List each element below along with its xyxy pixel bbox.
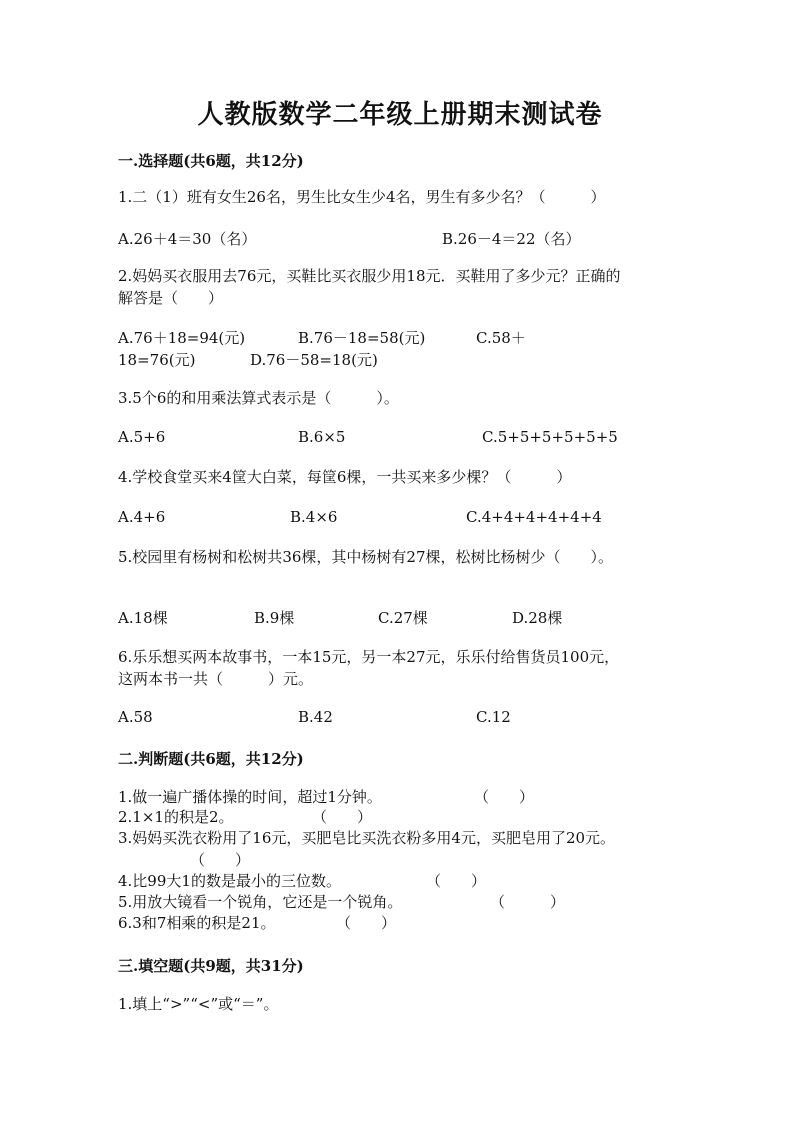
- judge-item: 1.做一遍广播体操的时间，超过1分钟。: [118, 788, 382, 806]
- answer-blank: （ ）: [336, 914, 397, 932]
- option-b: B.9棵: [254, 609, 295, 627]
- question-text: 4.学校食堂买来4筐大白菜，每筐6棵，一共买来多少棵？（ ）: [118, 468, 572, 486]
- option-d: D.76－58=18(元): [250, 351, 378, 369]
- option-c: C.4+4+4+4+4+4: [466, 508, 602, 526]
- question-text: 5.校园里有杨树和松树共36棵，其中杨树有27棵，松树比杨树少（ ）。: [118, 548, 613, 566]
- option-a: A.18棵: [118, 609, 168, 627]
- answer-blank: （ ）: [190, 851, 251, 869]
- section-heading-judge: 二.判断题(共6题，共12分): [118, 750, 304, 768]
- judge-item: 4.比99大1的数是最小的三位数。: [118, 872, 341, 890]
- question-text: 2.妈妈买衣服用去76元，买鞋比买衣服少用18元．买鞋用了多少元？正确的: [118, 267, 621, 285]
- judge-item: 6.3和7相乘的积是21。: [118, 914, 276, 932]
- option-c: C.58＋: [476, 329, 526, 347]
- option-c: C.5+5+5+5+5+5: [482, 428, 618, 446]
- question-text: 6.乐乐想买两本故事书，一本15元，另一本27元，乐乐付给售货员100元，: [118, 648, 620, 666]
- section-heading-fill: 三.填空题(共9题，共31分): [118, 957, 304, 975]
- page-title: 人教版数学二年级上册期末测试卷: [197, 100, 603, 130]
- question-text: 3.5个6的和用乘法算式表示是（ ）。: [118, 389, 399, 407]
- section-heading-choice: 一.选择题(共6题，共12分): [118, 152, 304, 170]
- judge-item: 3.妈妈买洗衣粉用了16元，买肥皂比买洗衣粉多用4元，买肥皂用了20元。: [118, 829, 616, 847]
- option-d: D.28棵: [512, 609, 563, 627]
- option-c: C.12: [476, 708, 511, 726]
- answer-blank: （ ）: [426, 872, 487, 890]
- option-b: B.6×5: [298, 428, 346, 446]
- answer-blank: （ ）: [490, 893, 566, 911]
- option-a: A.5+6: [118, 428, 166, 446]
- option-b: B.26－4＝22（名）: [442, 230, 581, 248]
- question-text-cont: 解答是（ ）: [118, 289, 224, 307]
- option-b: B.76－18=58(元): [298, 329, 426, 347]
- answer-blank: （ ）: [312, 808, 373, 826]
- answer-blank: （ ）: [474, 788, 535, 806]
- question-text: 1.二（1）班有女生26名，男生比女生少4名，男生有多少名？（ ）: [118, 188, 606, 206]
- option-c: C.27棵: [378, 609, 428, 627]
- option-a: A.4+6: [118, 508, 166, 526]
- option-b: B.4×6: [290, 508, 338, 526]
- option-a: A.58: [118, 708, 153, 726]
- judge-item: 5.用放大镜看一个锐角，它还是一个锐角。: [118, 893, 403, 911]
- option-a: A.76＋18=94(元): [118, 329, 246, 347]
- option-c-cont: 18=76(元): [118, 351, 196, 369]
- fill-item: 1.填上“>”“<”或“＝”。: [118, 995, 279, 1013]
- option-b: B.42: [298, 708, 333, 726]
- judge-item: 2.1×1的积是2。: [118, 808, 234, 826]
- option-a: A.26＋4＝30（名）: [118, 230, 257, 248]
- question-text-cont: 这两本书一共（ ）元。: [118, 670, 314, 688]
